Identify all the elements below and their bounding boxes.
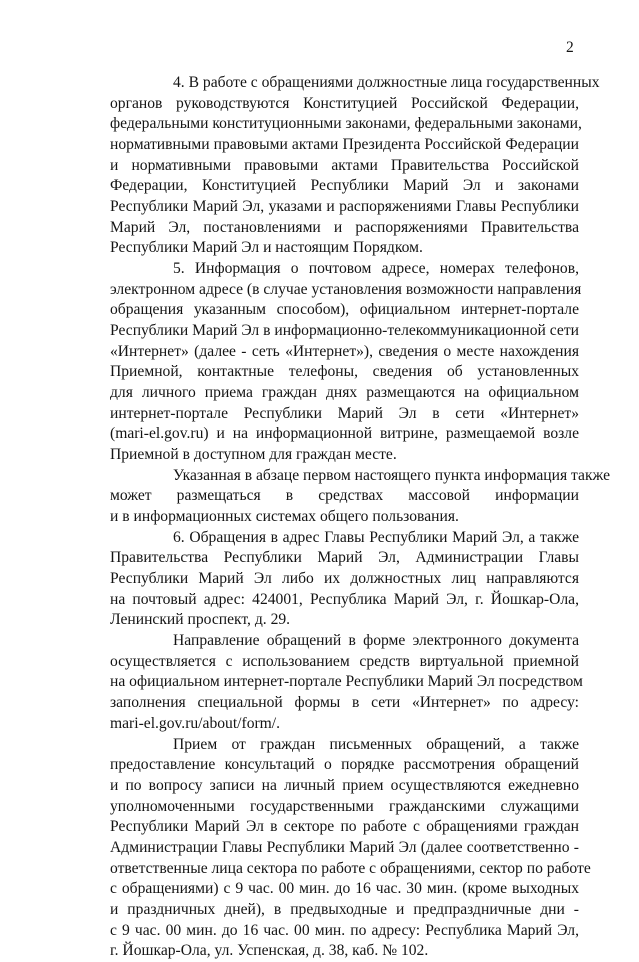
text-line: и нормативными правовыми актами Правительства Российской xyxy=(110,156,579,174)
paragraph-item-6-reception xyxy=(110,735,591,962)
text-line: на официальном интернет-портале Республики Марий Эл посредством xyxy=(110,673,583,691)
text-line: и в информационных системах общего пользования. xyxy=(110,508,459,526)
document-body xyxy=(110,73,611,962)
text-line: «Интернет» (далее - сеть «Интернет»), сведения о месте нахождения xyxy=(110,342,579,360)
text-line: Указанная в абзаце первом настоящего пункта информация также xyxy=(173,466,611,484)
text-line: обращения указанным способом), официальном интернет-портале xyxy=(110,301,579,319)
text-line: Администрации Главы Республики Марий Эл (далее соответственно - xyxy=(110,838,579,856)
text-line: Направление обращений в форме электронного документа xyxy=(173,632,579,650)
text-line: федеральными конституционными законами, федеральными законами, xyxy=(110,115,582,133)
text-line: Республики Марий Эл в информационно-телекоммуникационной сети xyxy=(110,322,579,340)
text-line: Федерации, Конституцией Республики Марий Эл и законами xyxy=(110,177,579,195)
text-line: с 9 час. 00 мин. до 16 час. 00 мин. по адресу: Республика Марий Эл, xyxy=(110,921,579,939)
text-line: г. Йошкар-Ола, ул. Успенская, д. 38, каб. № 102. xyxy=(110,942,429,960)
paragraph-item-5 xyxy=(110,259,582,466)
text-line: Прием от граждан письменных обращений, а также xyxy=(173,735,579,753)
text-line: на почтовый адрес: 424001, Республика Марий Эл, г. Йошкар-Ола, xyxy=(110,590,579,608)
text-line: Приемной, контактные телефоны, сведения об установленных xyxy=(110,363,579,381)
text-line: 5. Информация о почтовом адресе, номерах телефонов, xyxy=(173,260,579,278)
text-line: Правительства Республики Марий Эл, Администрации Главы xyxy=(110,549,579,567)
text-line: Республики Марий Эл, указами и распоряжениями Главы Республики xyxy=(110,198,579,216)
text-line: уполномоченными государственными гражданскими служащими xyxy=(110,797,579,815)
text-line: ответственные лица сектора по работе с обращениями, сектор по работе xyxy=(110,859,591,877)
text-line: предоставление консультаций о порядке рассмотрения обращений xyxy=(110,756,579,774)
text-line: mari-el.gov.ru/about/form/. xyxy=(110,714,281,732)
text-line: Марий Эл, постановлениями и распоряжениями Правительства xyxy=(110,218,579,236)
paragraph-item-4 xyxy=(110,73,600,259)
text-line: электронном адресе (в случае установления возможности направления xyxy=(110,280,582,298)
paragraph-item-6 xyxy=(110,528,579,631)
text-line: Приемной в доступном для граждан месте. xyxy=(110,446,397,464)
text-line: интернет-портале Республики Марий Эл в сети «Интернет» xyxy=(110,404,579,422)
text-line: с обращениями) с 9 час. 00 мин. до 16 час. 30 мин. (кроме выходных xyxy=(110,880,579,898)
text-line: нормативными правовыми актами Президента Российской Федерации xyxy=(110,136,579,154)
text-line: заполнения специальной формы в сети «Интернет» по адресу: xyxy=(110,694,579,712)
paragraph-item-5-second xyxy=(110,466,611,528)
text-line: органов руководствуются Конституцией Российской Федерации, xyxy=(110,94,579,112)
text-line: и по вопросу записи на личный прием осуществляются ежедневно xyxy=(110,776,579,794)
text-line: 4. В работе с обращениями должностные лица государственных xyxy=(173,74,600,91)
text-line: Республики Марий Эл и настоящим Порядком. xyxy=(110,239,423,257)
text-line: осуществляется с использованием средств виртуальной приемной xyxy=(110,652,579,670)
text-line: Республики Марий Эл в секторе по работе с обращениями граждан xyxy=(110,818,579,836)
text-line: 6. Обращения в адрес Главы Республики Марий Эл, а также xyxy=(173,528,579,546)
text-line: (mari-el.gov.ru) и на информационной витрине, размещаемой возле xyxy=(110,425,579,443)
text-line: может размещаться в средствах массовой информации xyxy=(110,487,579,505)
text-line: Ленинский проспект, д. 29. xyxy=(110,611,291,629)
text-line: для личного приема граждан днях размещаются на официальном xyxy=(110,384,579,402)
text-line: Республики Марий Эл либо их должностных лиц направляются xyxy=(110,570,579,588)
page-number: 2 xyxy=(566,39,574,56)
paragraph-item-6-electronic xyxy=(110,631,583,734)
text-line: и праздничных дней), в предвыходные и предпраздничные дни - xyxy=(110,900,579,918)
